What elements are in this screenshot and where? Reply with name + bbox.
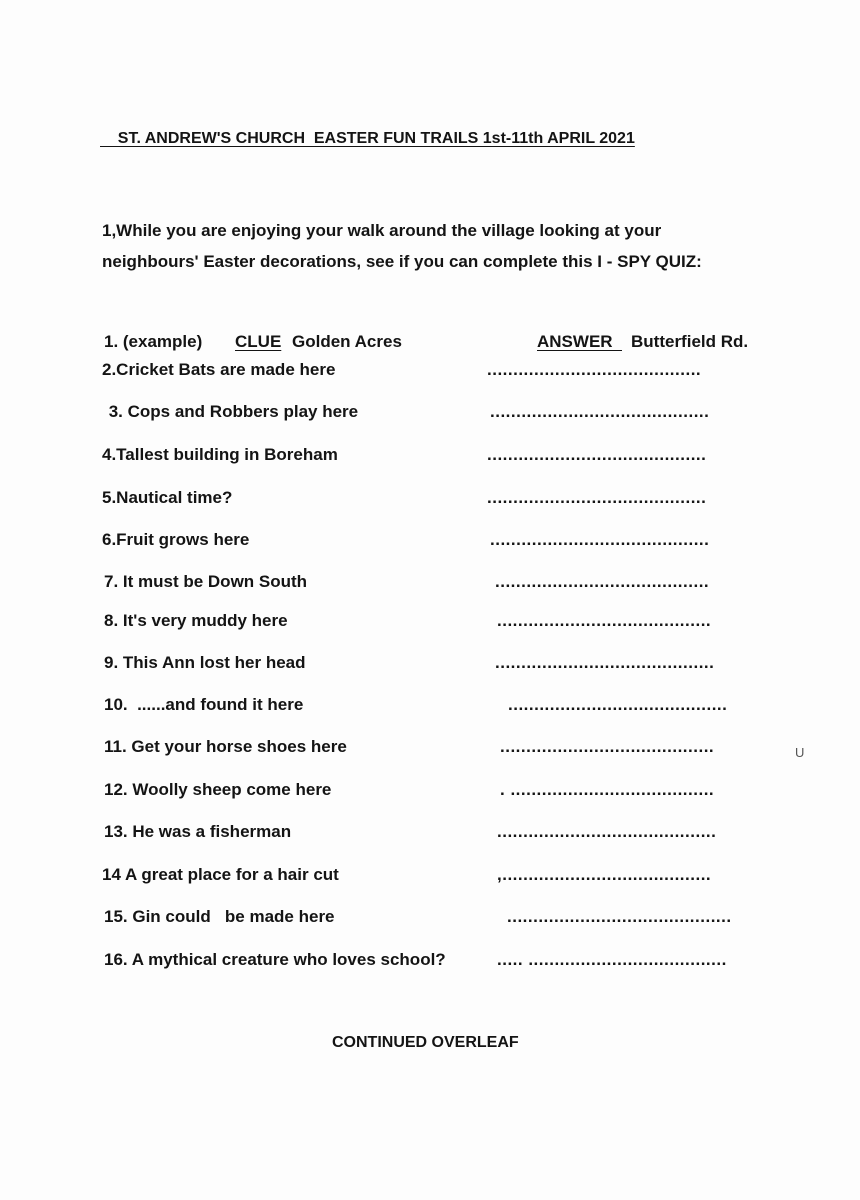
answer-blank[interactable]: ........................................... bbox=[507, 907, 732, 926]
question-clue: 16. A mythical creature who loves school? bbox=[104, 950, 446, 969]
continued-overleaf: CONTINUED OVERLEAF bbox=[332, 1034, 519, 1051]
answer-label: ANSWER bbox=[537, 332, 622, 351]
question-row bbox=[0, 780, 860, 806]
answer-blank[interactable]: ,........................................ bbox=[497, 865, 712, 884]
answer-blank[interactable]: .......................................... bbox=[490, 402, 710, 421]
margin-mark: U bbox=[795, 745, 805, 760]
intro-paragraph: 1,While you are enjoying your walk around the village looking at your neighbours' Easter decorations, see if you can complete this I - SPY QUIZ: bbox=[102, 221, 702, 271]
question-clue: 13. He was a fisherman bbox=[104, 822, 292, 841]
answer-blank[interactable]: .......................................... bbox=[487, 445, 707, 464]
answer-blank[interactable]: .......................................... bbox=[508, 695, 728, 714]
answer-blank[interactable]: ......................................... bbox=[497, 611, 712, 630]
question-row bbox=[0, 822, 860, 848]
answer-blank[interactable]: .......................................... bbox=[497, 822, 717, 841]
answer-blank[interactable]: . ....................................... bbox=[500, 780, 715, 799]
question-clue: 6.Fruit grows here bbox=[102, 530, 250, 549]
question-row bbox=[0, 360, 860, 386]
question-row bbox=[0, 865, 860, 891]
question-row bbox=[0, 402, 860, 428]
page-title: ST. ANDREW'S CHURCH EASTER FUN TRAILS 1st-11th APRIL 2021 bbox=[100, 130, 635, 147]
question-clue: 14 A great place for a hair cut bbox=[102, 865, 339, 884]
question-row bbox=[0, 695, 860, 721]
question-row bbox=[0, 907, 860, 933]
question-clue: 15. Gin could be made here bbox=[104, 907, 335, 926]
question-clue: 9. This Ann lost her head bbox=[104, 653, 306, 672]
example-clue: Golden Acres bbox=[292, 332, 402, 351]
answer-blank[interactable]: .......................................... bbox=[487, 488, 707, 507]
question-row bbox=[0, 737, 860, 763]
answer-blank[interactable]: ..... ...................................... bbox=[497, 950, 727, 969]
example-number: 1. (example) bbox=[104, 332, 203, 351]
question-clue: 12. Woolly sheep come here bbox=[104, 780, 332, 799]
answer-blank[interactable]: .......................................... bbox=[495, 653, 715, 672]
example-row bbox=[0, 332, 860, 358]
question-row bbox=[0, 530, 860, 556]
example-answer: Butterfield Rd. bbox=[631, 332, 749, 351]
question-clue: 4.Tallest building in Boreham bbox=[102, 445, 338, 464]
question-clue: 5.Nautical time? bbox=[102, 488, 233, 507]
question-clue: 3. Cops and Robbers play here bbox=[104, 402, 359, 421]
question-clue: 2.Cricket Bats are made here bbox=[102, 360, 336, 379]
clue-label: CLUE bbox=[235, 332, 282, 351]
question-row bbox=[0, 572, 860, 598]
question-clue: 8. It's very muddy here bbox=[104, 611, 288, 630]
answer-blank[interactable]: .......................................... bbox=[490, 530, 710, 549]
question-row bbox=[0, 611, 860, 637]
answer-blank[interactable]: ......................................... bbox=[500, 737, 715, 756]
answer-blank[interactable]: ......................................... bbox=[495, 572, 710, 591]
question-clue: 11. Get your horse shoes here bbox=[104, 737, 347, 756]
answer-blank[interactable]: ......................................... bbox=[487, 360, 702, 379]
question-row bbox=[0, 488, 860, 514]
question-row bbox=[0, 950, 860, 976]
question-row bbox=[0, 653, 860, 679]
question-clue: 7. It must be Down South bbox=[104, 572, 308, 591]
question-row bbox=[0, 445, 860, 471]
question-clue: 10. ......and found it here bbox=[104, 695, 304, 714]
